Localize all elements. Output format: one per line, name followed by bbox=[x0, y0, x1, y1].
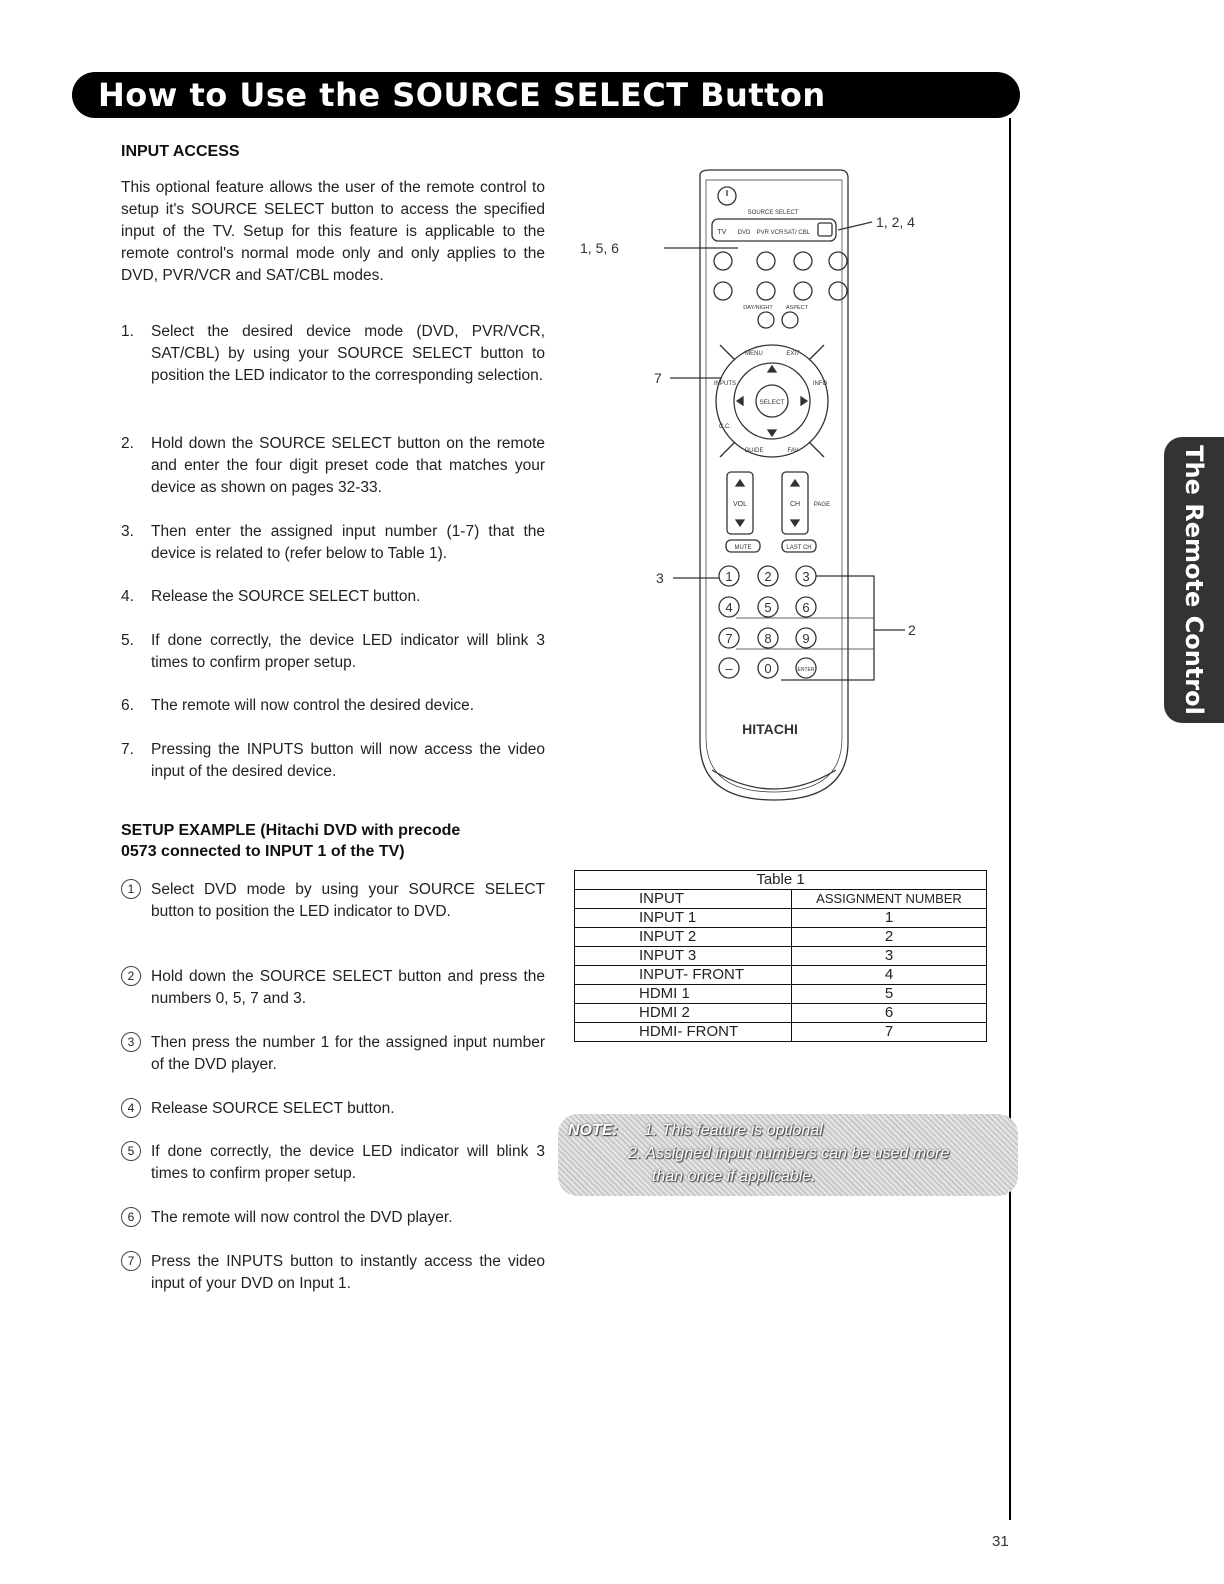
select-label: SELECT bbox=[759, 399, 785, 406]
callout-digit-keys: 2 bbox=[908, 622, 916, 638]
note-box bbox=[558, 1114, 1018, 1196]
digit-0: 0 bbox=[764, 661, 772, 676]
digit-4: 4 bbox=[725, 600, 733, 615]
input-assignment-table bbox=[574, 870, 987, 1042]
setup-example-step: 1 Select DVD mode by using your SOURCE SELECT button to position the LED indicator to DVD. bbox=[121, 879, 545, 923]
step-number-circle: 6 bbox=[121, 1207, 141, 1227]
digit-1: 1 bbox=[725, 569, 733, 584]
exit-label: EXIT bbox=[786, 351, 800, 357]
page-label: PAGE bbox=[813, 502, 831, 508]
setup-example-step: 3 Then press the number 1 for the assigned input number of the DVD player. bbox=[121, 1032, 545, 1076]
mute-label: MUTE bbox=[734, 545, 752, 551]
step-number-circle: 4 bbox=[121, 1098, 141, 1118]
chapter-tab-label: The Remote Control bbox=[1180, 445, 1208, 715]
digit-5: 5 bbox=[764, 600, 772, 615]
input-access-step: 5. If done correctly, the device LED indicator will blink 3 times to confirm proper setup. bbox=[121, 632, 545, 671]
info-label: INFO bbox=[812, 381, 828, 387]
callout-digit-one: 3 bbox=[656, 570, 664, 586]
last-ch-label: LAST CH bbox=[786, 545, 812, 551]
table-row: INPUT 3 3 bbox=[575, 947, 987, 966]
table-caption: Table 1 bbox=[575, 871, 987, 890]
aspect-button bbox=[782, 312, 798, 328]
mode-label-tv: TV bbox=[717, 229, 727, 236]
dash-button: – bbox=[725, 661, 733, 676]
setup-example-heading: SETUP EXAMPLE (Hitachi DVD with precode 0573 connected to INPUT 1 of the TV) bbox=[121, 822, 461, 860]
step-number-circle: 1 bbox=[121, 879, 141, 899]
input-access-step: 4. Release the SOURCE SELECT button. bbox=[121, 588, 421, 605]
setup-example-step: 4 Release SOURCE SELECT button. bbox=[121, 1098, 545, 1120]
input-access-intro: This optional feature allows the user of the remote control to setup it's SOURCE SELECT button to access the specified input of the TV. Setup for this feature is applicable to the remote control's normal mode only and only applies to the DVD, PVR/VCR and SAT/CBL modes. bbox=[121, 179, 545, 284]
inputs-label: INPUTS bbox=[713, 381, 737, 387]
note-line-2: 2. Assigned input numbers can be used more bbox=[628, 1145, 950, 1162]
source-select-button bbox=[818, 223, 832, 236]
table-row: HDMI 2 6 bbox=[575, 1004, 987, 1023]
digit-2: 2 bbox=[764, 569, 772, 584]
setup-example-step: 2 Hold down the SOURCE SELECT button and press the numbers 0, 5, 7 and 3. bbox=[121, 966, 545, 1010]
digit-3: 3 bbox=[802, 569, 810, 584]
fav-label: FAV bbox=[787, 448, 799, 454]
table-header-row: INPUT ASSIGNMENT NUMBER bbox=[575, 890, 987, 909]
day-night-label: DAY/NIGHT bbox=[743, 305, 773, 311]
digit-8: 8 bbox=[764, 631, 772, 646]
callout-source-select: 1, 2, 4 bbox=[876, 214, 915, 230]
input-access-step: 6. The remote will now control the desired device. bbox=[121, 697, 475, 714]
table-row: INPUT 1 1 bbox=[575, 909, 987, 928]
mode-label-sat: SAT/ CBL bbox=[783, 230, 811, 236]
setup-example-step: 6 The remote will now control the DVD player. bbox=[121, 1207, 545, 1229]
table-row: HDMI 1 5 bbox=[575, 985, 987, 1004]
table-row: INPUT- FRONT 4 bbox=[575, 966, 987, 985]
step-number-circle: 2 bbox=[121, 966, 141, 986]
day-night-button bbox=[758, 312, 774, 328]
table-row: HDMI- FRONT 7 bbox=[575, 1023, 987, 1042]
input-access-heading: INPUT ACCESS bbox=[121, 143, 240, 160]
input-access-step: 3. Then enter the assigned input number (1-7) that the device is related to (refer below to Table 1). bbox=[121, 523, 545, 562]
mode-label-dvd: DVD bbox=[737, 230, 751, 236]
callout-inputs-button: 7 bbox=[654, 370, 662, 386]
source-select-label: SOURCE SELECT bbox=[747, 210, 799, 216]
setup-example-step: 5 If done correctly, the device LED indicator will blink 3 times to confirm proper setup. bbox=[121, 1141, 545, 1185]
step-number-circle: 5 bbox=[121, 1141, 141, 1161]
page-title: How to Use the SOURCE SELECT Button bbox=[98, 76, 826, 114]
input-access-step: 7. Pressing the INPUTS button will now access the video input of the desired device. bbox=[121, 741, 545, 780]
setup-example-step: 7 Press the INPUTS button to instantly access the video input of your DVD on Input 1. bbox=[121, 1251, 545, 1295]
brand-logo: HITACHI bbox=[742, 721, 798, 737]
note-line-3: than once if applicable. bbox=[652, 1168, 816, 1185]
cc-label: C.C. bbox=[719, 424, 731, 430]
digit-9: 9 bbox=[802, 631, 810, 646]
table-row: INPUT 2 2 bbox=[575, 928, 987, 947]
input-access-step: 2. Hold down the SOURCE SELECT button on the remote and enter the four digit preset code that matches your device as shown on pages 32-33. bbox=[121, 435, 545, 496]
step-number-circle: 7 bbox=[121, 1251, 141, 1271]
enter-label: ENTER bbox=[797, 667, 815, 673]
callout-mode-leds: 1, 5, 6 bbox=[580, 240, 619, 256]
vol-label: VOL bbox=[732, 501, 748, 508]
guide-label: GUIDE bbox=[744, 448, 764, 454]
note-line-1: 1. This feature is optional bbox=[644, 1122, 823, 1139]
digit-7: 7 bbox=[725, 631, 733, 646]
menu-label: MENU bbox=[745, 351, 763, 357]
note-label: NOTE: bbox=[568, 1122, 618, 1139]
ch-label: CH bbox=[789, 501, 801, 508]
mode-label-pvr: PVR VCR bbox=[756, 230, 784, 236]
step-number-circle: 3 bbox=[121, 1032, 141, 1052]
page-number: 31 bbox=[992, 1533, 1009, 1550]
digit-6: 6 bbox=[802, 600, 810, 615]
aspect-label: ASPECT bbox=[785, 305, 809, 311]
input-access-step: 1. Select the desired device mode (DVD, PVR/VCR, SAT/CBL) by using your SOURCE SELECT button to position the LED indicator to the corresponding selection. bbox=[121, 323, 545, 384]
